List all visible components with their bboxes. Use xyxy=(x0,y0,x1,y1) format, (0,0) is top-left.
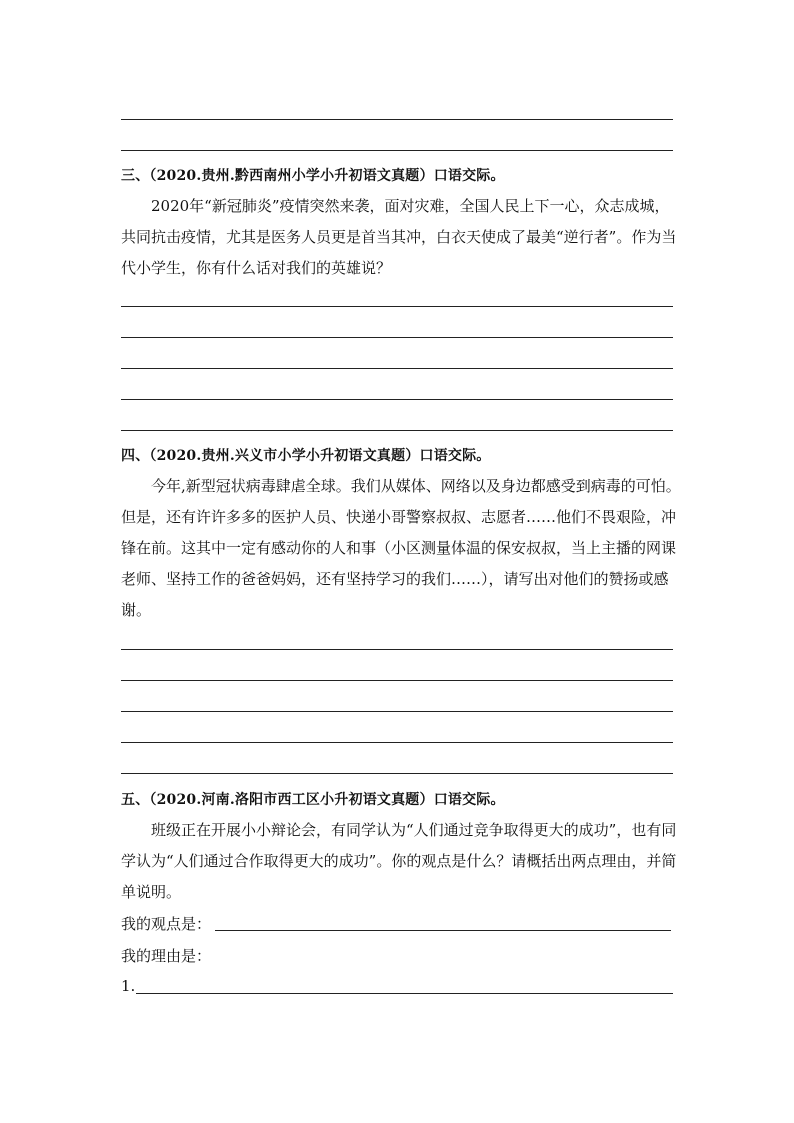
answer-line[interactable] xyxy=(121,680,673,681)
answer-line[interactable] xyxy=(121,399,673,400)
answer-line[interactable] xyxy=(121,150,673,151)
reasons-label: 我的理由是： xyxy=(121,947,212,965)
answer-line[interactable] xyxy=(121,119,673,120)
question-5-text: 班级正在开展小小辩论会，有同学认为“人们通过竞争取得更大的成功”，也有同学认为“人们通过合作取得更大的成功”。你的观点是什么？请概括出两点理由，并简单说明。 xyxy=(121,821,677,901)
answer-line[interactable] xyxy=(121,368,673,369)
reason-1-label: 1. xyxy=(121,977,136,995)
answer-line[interactable] xyxy=(121,337,673,338)
answer-line[interactable] xyxy=(121,742,673,743)
question-4-text: 今年,新型冠状病毒肆虐全球。我们从媒体、网络以及身边都感受到病毒的可怕。但是，还有许许多多的医护人员、快递小哥警察叔叔、志愿者……他们不畏艰险，冲锋在前。这其中一定有感动你的人和事（小区测量体温的保安叔叔，当上主播的网课老师、坚持工作的爸爸妈妈，还有坚持学习的我们……），请写出对他们的赞扬或感谢。 xyxy=(121,477,681,619)
question-3-heading: 三、（2020.贵州.黔西南州小学小升初语文真题）口语交际。 xyxy=(121,168,505,184)
answer-line[interactable] xyxy=(121,430,673,431)
question-3-text: 2020年“新冠肺炎”疫情突然来袭，面对灾难，全国人民上下一心，众志成城，共同抗击疫情，尤其是医务人员更是首当其冲，白衣天使成了最美“逆行者”。作为当代小学生，你有什么话对我们的英雄说？ xyxy=(121,197,677,277)
answer-line[interactable] xyxy=(121,773,673,774)
viewpoint-label: 我的观点是： xyxy=(121,915,212,933)
answer-line[interactable] xyxy=(121,711,673,712)
question-5-heading: 五、（2020.河南.洛阳市西工区小升初语文真题）口语交际。 xyxy=(121,792,505,808)
viewpoint-answer-line[interactable] xyxy=(215,930,671,931)
answer-line[interactable] xyxy=(121,306,673,307)
reason-1-answer-line[interactable] xyxy=(136,993,673,994)
answer-line[interactable] xyxy=(121,649,673,650)
question-4-heading: 四、（2020.贵州.兴义市小学小升初语文真题）口语交际。 xyxy=(121,448,491,464)
